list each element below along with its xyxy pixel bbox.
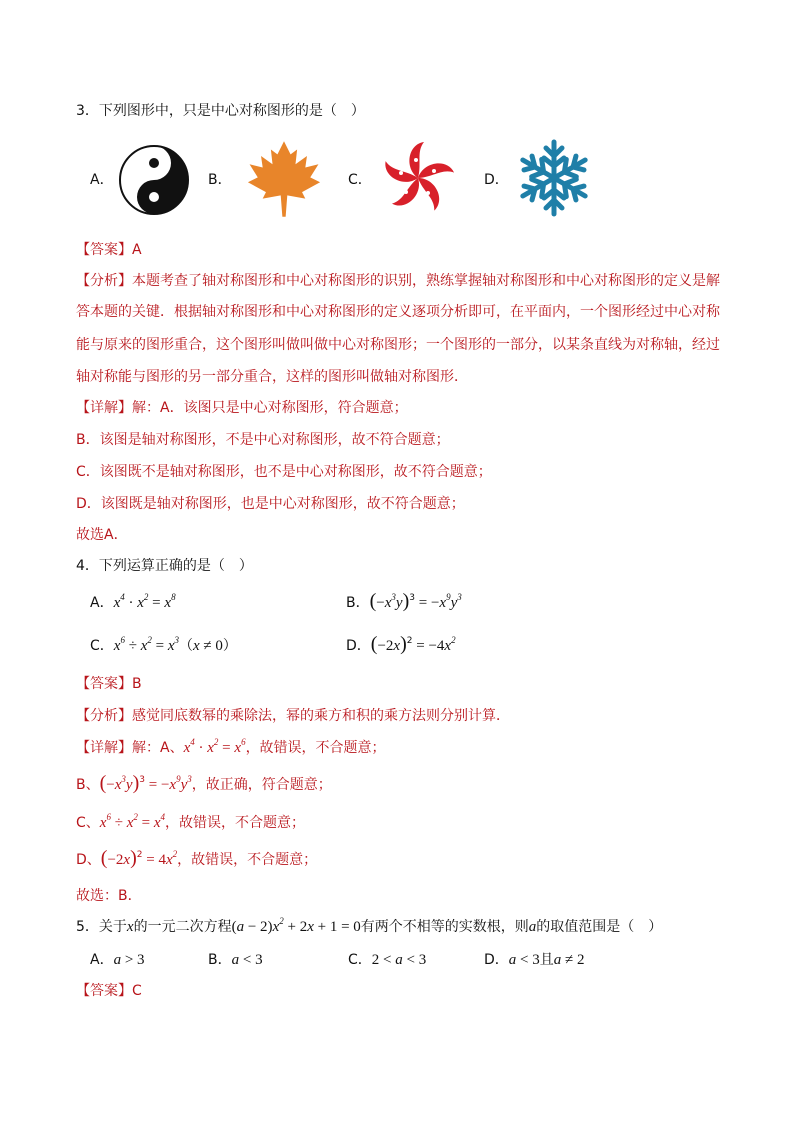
q4-detail-l3: C、$x^6 \div x^2 = x^4$，故错误，不合题意； — [76, 812, 305, 831]
bauhinia-flower-icon — [378, 138, 458, 218]
q4-option-c: C．$x^6 \div x^2 = x^3(x \ne 0)$ — [90, 635, 237, 654]
q3-answer — [76, 240, 142, 260]
answer-tag: 【答案】 — [76, 242, 132, 258]
q5-option-b: B．a < 3 — [208, 952, 263, 968]
answer-tag: 【答案】 — [76, 983, 132, 999]
q3-stem: 3．下列图形中，只是中心对称图形的是（ ） — [76, 103, 365, 119]
snowflake-icon — [514, 138, 594, 218]
detail-tag: 【详解】 — [76, 740, 132, 756]
q3-analysis-l1: 【分析】本题考查了轴对称图形和中心对称图形的识别，熟练掌握轴对称图形和中心对称图形的定义是解 — [76, 273, 720, 289]
q3-detail-l4: D．该图既是轴对称图形，也是中心对称图形，故不符合题意； — [76, 496, 465, 512]
answer-value: A — [132, 242, 142, 258]
answer-value: B — [132, 676, 142, 692]
q3-detail-l3: C．该图既不是轴对称图形，也不是中心对称图形，故不符合题意； — [76, 464, 492, 480]
detail-tag: 【详解】 — [76, 400, 132, 416]
q4-option-d: D．$(-2x)^2 = -4x^2$ — [346, 633, 456, 655]
q3-analysis-l4: 轴对称能与图形的另一部分重合，这样的图形叫做轴对称图形． — [76, 369, 468, 385]
analysis-tag: 【分析】 — [76, 708, 132, 724]
q4-answer — [76, 674, 142, 694]
q3-option-a-label: A． — [90, 172, 114, 188]
q3-analysis-l2: 答本题的关键．根据轴对称图形和中心对称图形的定义逐项分析即可，在平面内，一个图形经过中心对称 — [76, 304, 720, 320]
answer-value: C — [132, 983, 142, 999]
q4-conclusion: 故选：B． — [76, 888, 142, 904]
q5-option-c: C．2 < a < 3 — [348, 952, 427, 968]
q3-analysis-l3: 能与原来的图形重合，这个图形叫做叫做中心对称图形；一个图形的一部分，以某条直线为对称轴，经过 — [76, 337, 720, 353]
q3-option-c-label: C． — [348, 172, 372, 188]
q3-detail-l2: B．该图是轴对称图形，不是中心对称图形，故不符合题意； — [76, 432, 450, 448]
q4-detail-l4: D、$(-2x)^2 = 4x^2$，故错误，不合题意； — [76, 847, 318, 869]
q5-answer — [76, 981, 142, 1001]
q5-option-d: D．a < 3且a ≠ 2 — [484, 952, 585, 968]
q3-option-d-label: D． — [484, 172, 509, 188]
yin-yang-icon — [118, 144, 190, 216]
q5-stem: 5．关于x的一元二次方程$(a - 2)x^2 + 2x + 1 = 0$有两个不相等的实数根，则a的取值范围是（ ） — [76, 916, 663, 935]
q3-detail-l1: 【详解】解：A．该图只是中心对称图形，符合题意； — [76, 400, 408, 416]
q4-stem: 4．下列运算正确的是（ ） — [76, 558, 253, 574]
q4-option-b: B．$(-x^3y)^3 = -x^9y^3$ — [346, 590, 462, 612]
analysis-tag: 【分析】 — [76, 273, 132, 289]
maple-leaf-icon — [243, 138, 325, 220]
q4-analysis: 【分析】感觉同底数幂的乘除法，幂的乘方和积的乘方法则分别计算． — [76, 708, 510, 724]
q3-conclusion: 故选A． — [76, 527, 128, 543]
answer-tag: 【答案】 — [76, 676, 132, 692]
q4-detail-l1: 【详解】解：A、$x^4 \cdot x^2 = x^6$，故错误，不合题意； — [76, 737, 386, 756]
q4-option-a: A．$x^4 \cdot x^2 = x^8$ — [90, 592, 176, 611]
q5-option-a: A．a > 3 — [90, 952, 145, 968]
q3-option-b-label: B． — [208, 172, 232, 188]
q4-detail-l2: B、$(-x^3y)^3 = -x^9y^3$，故正确，符合题意； — [76, 772, 332, 794]
